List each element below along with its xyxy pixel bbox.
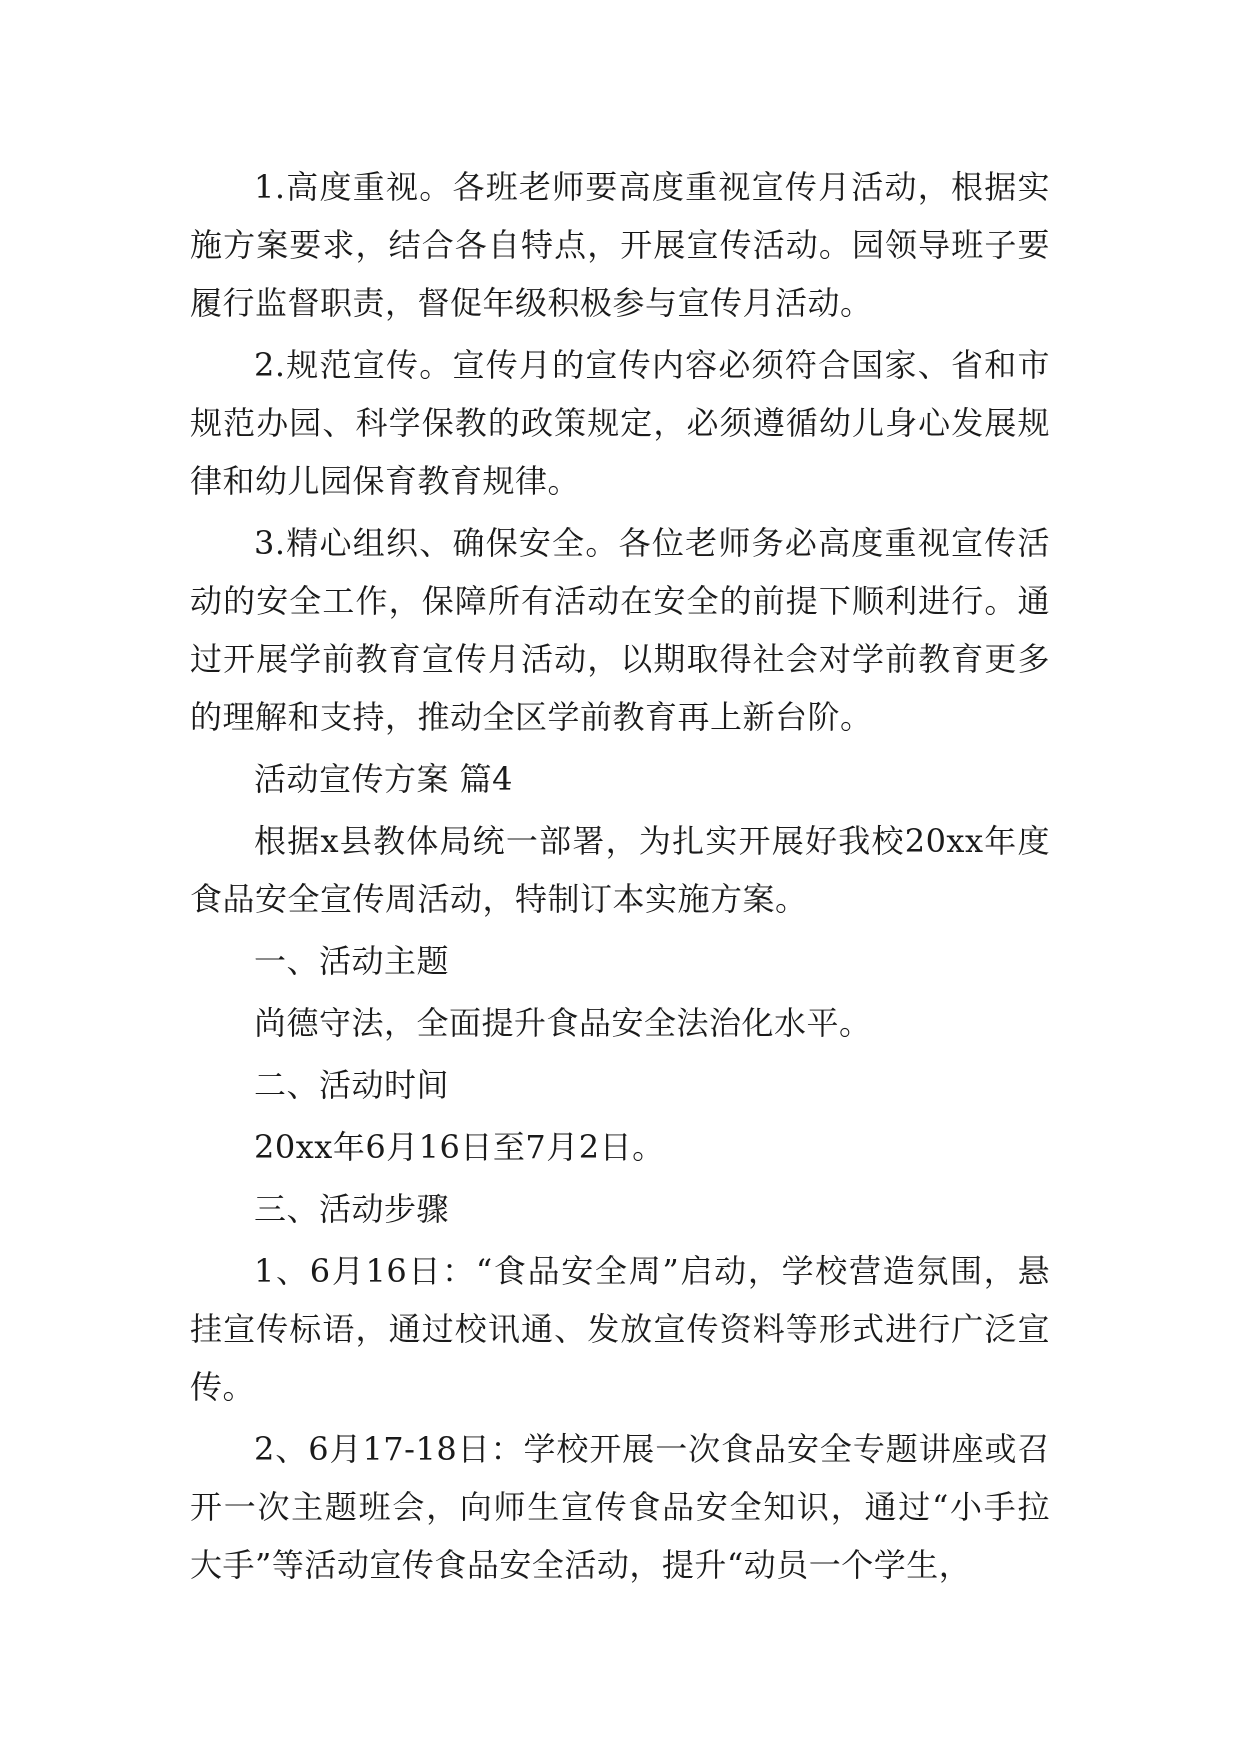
heading-activity-steps: 三、活动步骤 (254, 1190, 450, 1228)
intro-paragraph: 根据x县教体局统一部署，为扎实开展好我校20xx年度食品安全宣传周活动，特制订本实施方案。 (190, 822, 1050, 918)
activity-theme-text: 尚德守法，全面提升食品安全法治化水平。 (254, 1004, 872, 1042)
step-item-1: 1、6月16日：“食品安全周”启动，学校营造氛围，悬挂宣传标语，通过校讯通、发放宣传资料等形式进行广泛宣传。 (190, 1252, 1050, 1406)
activity-time-text: 20xx年6月16日至7月2日。 (254, 1128, 665, 1166)
section-heading: 活动宣传方案 篇4 (254, 760, 514, 798)
step-item-2: 2、6月17-18日：学校开展一次食品安全专题讲座或召开一次主题班会，向师生宣传食品安全知识，通过“小手拉大手”等活动宣传食品安全活动，提升“动员一个学生， (190, 1430, 1050, 1584)
paragraph-item-3: 3.精心组织、确保安全。各位老师务必高度重视宣传活动的安全工作，保障所有活动在安全的前提下顺利进行。通过开展学前教育宣传月活动，以期取得社会对学前教育更多的理解和支持，推动全区学前教育再上新台阶。 (190, 524, 1050, 736)
paragraph-item-2: 2.规范宣传。宣传月的宣传内容必须符合国家、省和市规范办园、科学保教的政策规定，必须遵循幼儿身心发展规律和幼儿园保育教育规律。 (190, 346, 1050, 500)
document-body (190, 158, 1050, 1598)
paragraph-item-1: 1.高度重视。各班老师要高度重视宣传月活动，根据实施方案要求，结合各自特点，开展宣传活动。园领导班子要履行监督职责，督促年级积极参与宣传月活动。 (190, 168, 1050, 322)
heading-activity-time: 二、活动时间 (254, 1066, 450, 1104)
heading-activity-theme: 一、活动主题 (254, 942, 450, 980)
